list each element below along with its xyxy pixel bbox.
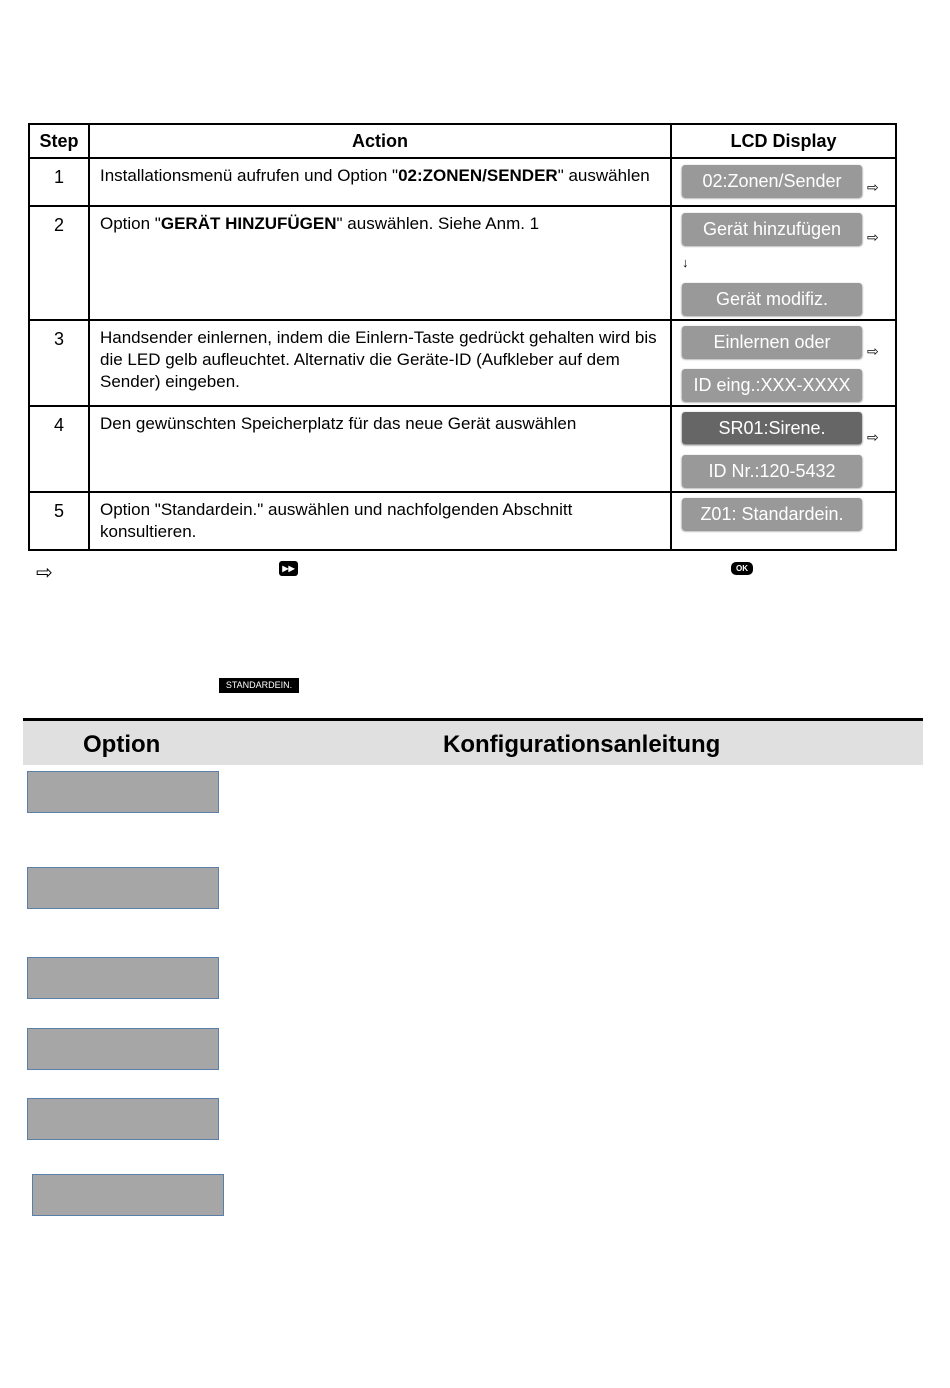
- next-arrow-icon: ⇨: [867, 429, 879, 445]
- header-lcd: LCD Display: [671, 124, 896, 158]
- lcd-display: ID Nr.:120-5432: [682, 455, 862, 487]
- step-action: Den gewünschten Speicherplatz für das neue Gerät auswählen: [89, 406, 671, 492]
- lcd-cell: [671, 158, 896, 206]
- lcd-display: SR01:Sirene.: [682, 412, 862, 444]
- option-lcd-box: [32, 1174, 224, 1216]
- next-arrow-icon: ⇨: [867, 179, 879, 195]
- lcd-cell: [671, 320, 896, 406]
- lcd-display: Gerät modifiz.: [682, 283, 862, 315]
- options-table-header: [23, 718, 923, 765]
- forward-key-icon: ▶▶: [279, 561, 298, 576]
- lcd-cell: [671, 206, 896, 320]
- lcd-display: Gerät hinzufügen: [682, 213, 862, 245]
- lcd-cell: [671, 406, 896, 492]
- lcd-display: ID eing.:XXX-XXXX: [682, 369, 862, 401]
- option-lcd-box: [27, 771, 219, 813]
- header-option: Option: [83, 731, 161, 758]
- step-action: Installationsmenü aufrufen und Option "02:ZONEN/SENDER" auswählen: [89, 158, 671, 206]
- ok-key-icon: OK: [731, 562, 753, 575]
- option-lcd-box: [27, 1028, 219, 1070]
- option-lcd-box: [27, 867, 219, 909]
- next-arrow-icon: ⇨: [867, 229, 879, 245]
- down-arrow-icon: ↓: [682, 255, 689, 270]
- lcd-display: 02:Zonen/Sender: [682, 165, 862, 197]
- option-lcd-box: [27, 957, 219, 999]
- steps-table: [28, 123, 897, 551]
- lcd-display: Z01: Standardein.: [682, 498, 862, 530]
- lcd-cell: [671, 492, 896, 550]
- step-number: 4: [29, 406, 89, 492]
- step-number: 5: [29, 492, 89, 550]
- header-action: Action: [89, 124, 671, 158]
- standard-badge: STANDARDEIN.: [219, 678, 299, 693]
- step-action: Option "GERÄT HINZUFÜGEN" auswählen. Siehe Anm. 1: [89, 206, 671, 320]
- option-lcd-box: [27, 1098, 219, 1140]
- header-step: Step: [29, 124, 89, 158]
- step-number: 2: [29, 206, 89, 320]
- next-arrow-icon: ⇨: [36, 562, 53, 584]
- step-number: 1: [29, 158, 89, 206]
- step-number: 3: [29, 320, 89, 406]
- step-action: Option "Standardein." auswählen und nachfolgenden Abschnitt konsultieren.: [89, 492, 671, 550]
- step-action: Handsender einlernen, indem die Einlern-Taste gedrückt gehalten wird bis die LED gelb aufleuchtet. Alternativ die Geräte-ID (Aufkleber auf dem Sender) eingeben.: [89, 320, 671, 406]
- lcd-display: Einlernen oder: [682, 326, 862, 358]
- next-arrow-icon: ⇨: [867, 343, 879, 359]
- header-guide: Konfigurationsanleitung: [443, 731, 721, 758]
